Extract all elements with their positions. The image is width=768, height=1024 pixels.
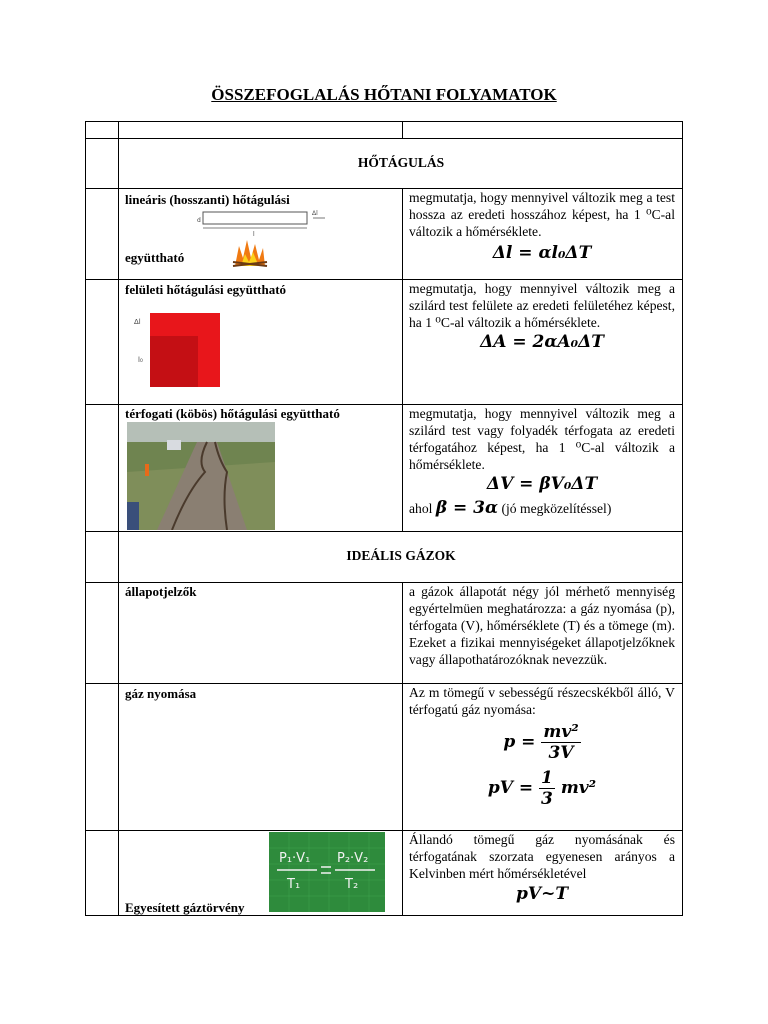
svg-text:T₁: T₁ <box>287 877 301 892</box>
linear-label-2: együttható <box>125 250 185 265</box>
delta-l-label: Δl <box>312 210 318 217</box>
red-square-figure <box>130 310 225 390</box>
rod-heating-figure <box>195 206 335 268</box>
surface-description: megmutatja, hogy mennyivel változik meg a szilárd test felülete az eredeti felületéhez képest, ha 1 ⁰C-al változik a hőmérséklete. <box>409 281 675 330</box>
fire-icon <box>233 240 267 266</box>
svg-text:P₁·V₁: P₁·V₁ <box>279 851 311 866</box>
svg-text:Δl: Δl <box>134 318 141 326</box>
svg-text:l₀: l₀ <box>138 356 143 364</box>
pressure-formula: p = $\frac{\text{mv²}}{3V}$ <box>503 722 579 763</box>
volume-note-prefix: ahol <box>409 501 433 516</box>
surface-formula: ΔA = 2αA₀ΔT <box>480 332 604 352</box>
volume-note-suffix: (jó megközelítéssel) <box>501 501 612 516</box>
pressure-label: gáz nyomása <box>125 686 197 701</box>
volume-description: megmutatja, hogy mennyivel változik meg a szilárd test vagy folyadék térfogata az eredeti térfogatához képest, ha 1 ⁰C-al változik a hőmérséklete. <box>409 406 675 472</box>
pv-formula: pV = $\frac{1}{3}$ mv² <box>487 768 597 809</box>
svg-text:d: d <box>197 217 201 224</box>
surface-label: felületi hőtágulási együttható <box>125 282 287 297</box>
volume-formula: ΔV = βV₀ΔT <box>486 474 598 494</box>
section-ideal-gases: IDEÁLIS GÁZOK <box>346 548 456 563</box>
linear-description: megmutatja, hogy mennyivel változik meg a test hossza az eredeti hosszához képest, ha 1 ⁰C-al változik a hőmérséklete. <box>409 190 675 239</box>
volume-label: térfogati (köbös) hőtágulási együttható <box>125 406 340 421</box>
linear-label: lineáris (hosszanti) hőtágulási <box>125 192 290 207</box>
combined-formula: pV~T <box>516 884 568 904</box>
beta-formula: β = 3α <box>435 498 499 518</box>
l0-label: l <box>253 231 255 238</box>
page-title: ÖSSZEFOGLALÁS HŐTANI FOLYAMATOK <box>211 85 557 104</box>
combined-label: Egyesített gáztörvény <box>125 900 245 915</box>
state-label: állapotjelzők <box>125 584 197 599</box>
pressure-description: Az m tömegű v sebességű részecskékből álló, V térfogatú gáz nyomása: <box>409 685 675 717</box>
svg-text:T₂: T₂ <box>345 877 359 892</box>
chalkboard-image <box>269 832 385 912</box>
linear-formula: Δl = αl₀ΔT <box>492 243 592 263</box>
section-thermal-expansion: HŐTÁGULÁS <box>357 155 445 170</box>
buckled-railway-photo <box>127 422 275 530</box>
svg-text:P₂·V₂: P₂·V₂ <box>337 851 369 866</box>
combined-description: Állandó tömegű gáz nyomásának és térfogatának szorzata egyenesen arányos a Kelvinben mért hőmérsékletével <box>409 832 675 881</box>
state-description: a gázok állapotát négy jól mérhető mennyiség egyértelmüen meghatározza: a gáz nyomása (p), térfogata (V), hőmérséklete (T) és a tömege (m). Ezeket a fizikai mennyiségeket állapotjelzőknek vagy állapothatározóknak nevezzük. <box>409 584 675 667</box>
